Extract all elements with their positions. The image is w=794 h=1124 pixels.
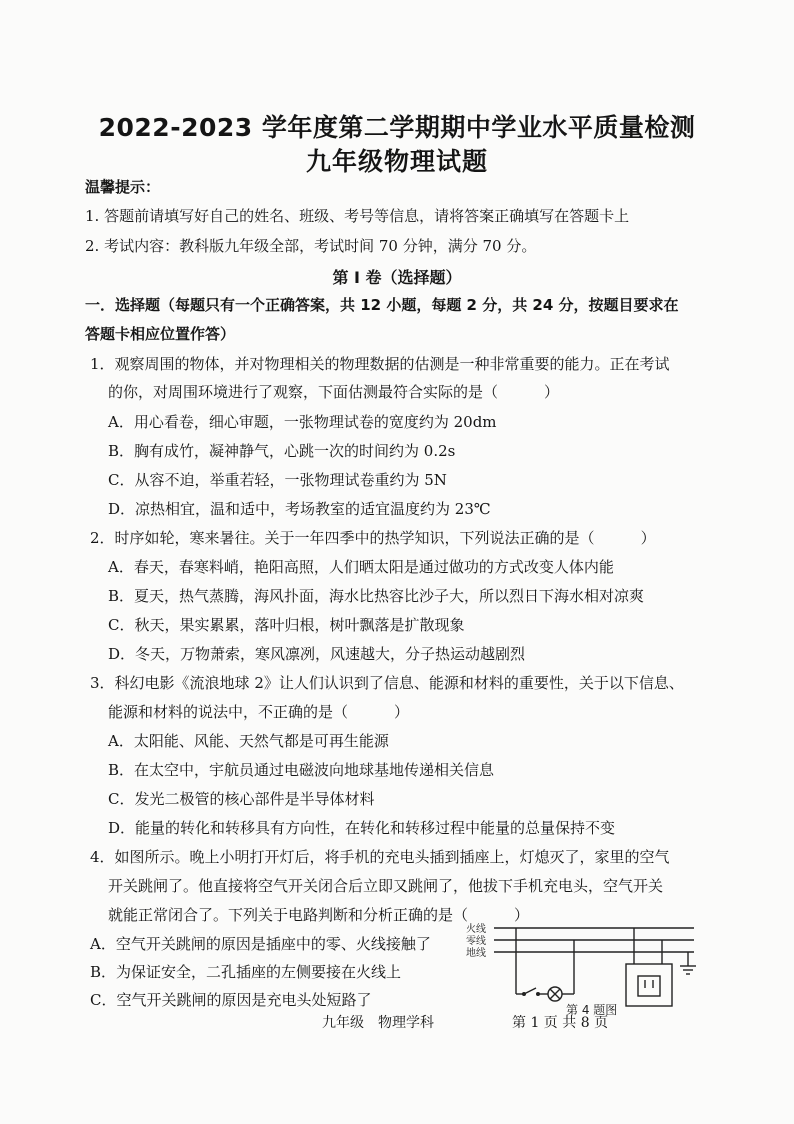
question-1-option-b: B．胸有成竹，凝神静气，心跳一次的时间约为 0.2s: [108, 442, 456, 460]
question-4-stem: 4．如图所示。晚上小明打开灯后，将手机的充电头插到插座上，灯熄灭了，家里的空气: [90, 848, 670, 866]
notice-item: 2. 考试内容：教科版九年级全部，考试时间 70 分钟，满分 70 分。: [85, 237, 537, 255]
question-3-option-d: D．能量的转化和转移具有方向性，在转化和转移过程中能量的总量保持不变: [108, 819, 616, 837]
question-4-stem: 就能正常闭合了。下列关于电路判断和分析正确的是（ ）: [108, 906, 530, 924]
question-1-stem: 的你，对周围环境进行了观察，下面估测最符合实际的是（ ）: [108, 383, 560, 401]
question-2-option-b: B．夏天，热气蒸腾，海风扑面，海水比热容比沙子大，所以烈日下海水相对凉爽: [108, 587, 645, 605]
question-1-option-a: A．用心看卷，细心审题，一张物理试卷的宽度约为 20dm: [108, 413, 497, 431]
live-wire-label: 火线: [466, 924, 486, 935]
question-1-option-d: D．凉热相宜，温和适中，考场教室的适宜温度约为 23℃: [108, 500, 491, 518]
notice-heading: 温馨提示：: [85, 178, 161, 196]
ground-wire-label: 地线: [466, 948, 486, 959]
question-3-option-b: B．在太空中，宇航员通过电磁波向地球基地传递相关信息: [108, 761, 495, 779]
question-4-option-b: B．为保证安全，二孔插座的左侧要接在火线上: [90, 963, 402, 981]
notice-item: 1. 答题前请填写好自己的姓名、班级、考号等信息，请将答案正确填写在答题卡上: [85, 207, 630, 225]
exam-title-line1: 2022-2023 学年度第二学期期中学业水平质量检测: [98, 113, 696, 142]
section-instruction: 答题卡相应位置作答）: [85, 325, 236, 343]
question-1-stem: 1．观察周围的物体，并对物理相关的物理数据的估测是一种非常重要的能力。正在考试: [90, 355, 670, 373]
footer-subject: 九年级 物理学科: [322, 1015, 434, 1031]
neutral-wire-label: 零线: [466, 936, 486, 947]
question-2-stem: 2．时序如轮，寒来暑往。关于一年四季中的热学知识，下列说法正确的是（ ）: [90, 529, 656, 547]
question-1-option-c: C．从容不迫，举重若轻，一张物理试卷重约为 5N: [108, 471, 447, 489]
figure-caption: 第 4 题图: [566, 1003, 618, 1017]
question-3-option-a: A．太阳能、风能、天然气都是可再生能源: [108, 732, 389, 750]
section-title: 第 I 卷（选择题）: [332, 268, 462, 287]
question-2-option-d: D．冬天，万物萧索，寒风凛冽，风速越大，分子热运动越剧烈: [108, 645, 526, 663]
exam-title-line2: 九年级物理试题: [305, 147, 488, 176]
section-instruction: 一．选择题（每题只有一个正确答案，共 12 小题，每题 2 分，共 24 分，按题目要求在: [85, 296, 679, 314]
question-2-option-c: C．秋天，果实累累，落叶归根，树叶飘落是扩散现象: [108, 616, 465, 634]
question-4-option-c: C．空气开关跳闸的原因是充电头处短路了: [90, 991, 372, 1009]
question-4-option-a: A．空气开关跳闸的原因是插座中的零、火线接触了: [90, 935, 431, 953]
question-3-stem: 3．科幻电影《流浪地球 2》让人们认识到了信息、能源和材料的重要性，关于以下信息、: [90, 674, 684, 692]
footer-page-number: 第 1 页 共 8 页: [512, 1015, 609, 1031]
question-2-option-a: A．春天，春寒料峭，艳阳高照，人们晒太阳是通过做功的方式改变人体内能: [108, 558, 614, 576]
circuit-diagram: [462, 918, 708, 1024]
question-3-option-c: C．发光二极管的核心部件是半导体材料: [108, 790, 375, 808]
question-4-stem: 开关跳闸了。他直接将空气开关闭合后立即又跳闸了，他拔下手机充电头，空气开关: [108, 877, 664, 895]
question-3-stem: 能源和材料的说法中，不正确的是（ ）: [108, 703, 410, 721]
